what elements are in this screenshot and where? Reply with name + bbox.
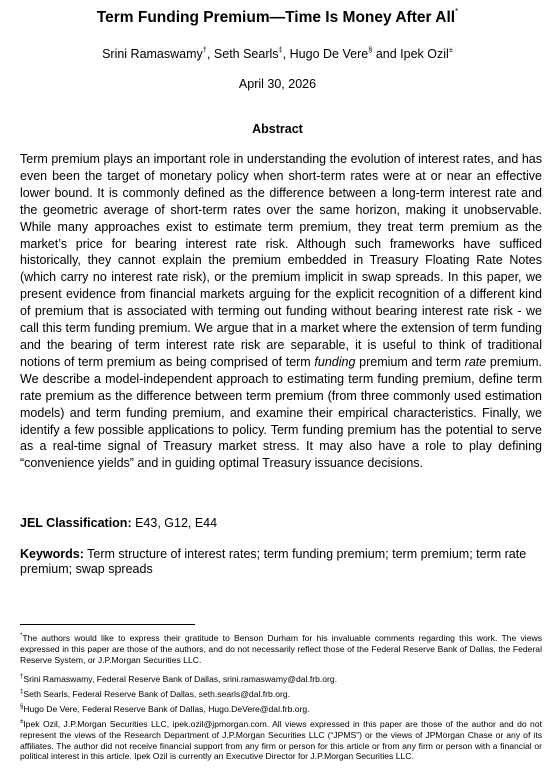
paper-title <box>0 7 555 27</box>
author-name: Seth Searls <box>213 47 279 61</box>
footnote <box>20 631 542 665</box>
abstract-text: premium. We describe a model-independent approach to estimating term funding premium, define term rate premium as the difference between term premium (from three commonly used estimation models) and term funding premium, and examine their empirical characteristics. Finally, we identify a few possible applications to policy. Term funding premium has the potential to serve as a real-time signal of Treasury market stress. It may also have a role to play defining “convenience yields” and in guiding optimal Treasury issuance decisions. <box>20 354 542 471</box>
keywords-label: Keywords: <box>20 547 84 561</box>
abstract-italic-term: rate <box>464 354 487 369</box>
author-footnote-mark: § <box>368 45 373 54</box>
author-footnote-mark: † <box>202 45 207 54</box>
jel-label: JEL Classification: <box>20 516 132 530</box>
footnote-mark: ± <box>20 719 24 725</box>
footnote-mark: * <box>20 633 23 639</box>
keywords-list: Term structure of interest rates; term funding premium; term premium; term rate premium; swap spreads <box>20 547 527 576</box>
footnote <box>20 687 542 700</box>
footnote-text: Ipek Ozil, J.P.Morgan Securities LLC, ipek.ozil@jpmorgan.com. All views expressed in this paper are those of the author and do not represent the views of the Research Department of J.P.Morgan Securities LLC (“JPMS”) or the views of JPMorgan Chase or any of its affiliates. The author did not receive financial support from any firm or person for this article or from any firm or person with a financial or political interest in this article. Ipek Ozil is currently an Executive Director for J.P.Morgan Securities LLC. <box>20 719 542 762</box>
author-separator: , <box>206 47 214 61</box>
footnote-mark: † <box>20 674 24 680</box>
footnote-mark: ‡ <box>20 689 24 695</box>
paper-date: April 30, 2026 <box>238 77 317 91</box>
author-name: Ipek Ozil <box>400 47 449 61</box>
author-name: Srini Ramaswamy <box>102 47 203 61</box>
author-conjunction: and <box>372 47 401 61</box>
title-footnote-mark: * <box>455 7 459 16</box>
author-footnote-mark: ‡ <box>278 45 283 54</box>
footnote-text: Srini Ramaswamy, Federal Reserve Bank of Dallas, srini.ramaswamy@dal.frb.org. <box>23 674 338 684</box>
jel-classification <box>20 516 540 530</box>
author-separator: , <box>282 47 290 61</box>
footnote-text: Seth Searls, Federal Reserve Bank of Dallas, seth.searls@dal.frb.org. <box>23 689 291 699</box>
footnote-divider <box>20 624 195 625</box>
author-line <box>0 45 555 61</box>
author-footnote-mark: ± <box>448 45 453 54</box>
footnote <box>20 702 542 715</box>
abstract-heading: Abstract <box>252 122 303 136</box>
paper-title-text: Term Funding Premium—Time Is Money After All <box>96 9 456 26</box>
footnote-text: Hugo De Vere, Federal Reserve Bank of Dallas, Hugo.DeVere@dal.frb.org. <box>23 704 310 714</box>
footnote-text: The authors would like to express their gratitude to Benson Durham for his invaluable comments regarding this work. The views expressed in this paper are those of the authors, and do not necessarily reflect those of the Federal Reserve Bank of Dallas, the Federal Reserve System, or J.P.Morgan Securities LLC. <box>20 633 542 665</box>
keywords <box>20 547 542 577</box>
abstract-italic-term: funding <box>314 354 356 369</box>
footnote <box>20 672 542 685</box>
abstract-text: Term premium plays an important role in understanding the evolution of interest rates, and has even been the target of monetary policy when short-term rates were at or near an effective lower bound. It is commonly defined as the difference between a long-term interest rate and the geometric average of short-term rates over the same horizon, making it unobservable. While many approaches exist to estimate term premium, they treat term premium as the market’s price for bearing interest rate risk. Although such frameworks have sufficed historically, they cannot explain the premium embedded in Treasury Floating Rate Notes (which carry no interest rate risk), or the premium implicit in swap spreads. In this paper, we present evidence from financial markets arguing for the explicit recognition of a different kind of premium that is associated with terming out funding without bearing interest rate risk - we call this term funding premium. We argue that in a market where the extension of term funding and the bearing of term interest rate risk are separable, it is useful to think of traditional notions of term premium as being comprised of term <box>20 152 542 369</box>
abstract-text: premium and term <box>355 354 465 369</box>
abstract-paragraph <box>20 151 542 472</box>
jel-codes: E43, G12, E44 <box>131 516 218 530</box>
footnote <box>20 717 542 762</box>
author-name: Hugo De Vere <box>289 47 369 61</box>
footnote-mark: § <box>20 704 24 710</box>
abstract-body <box>20 151 542 472</box>
